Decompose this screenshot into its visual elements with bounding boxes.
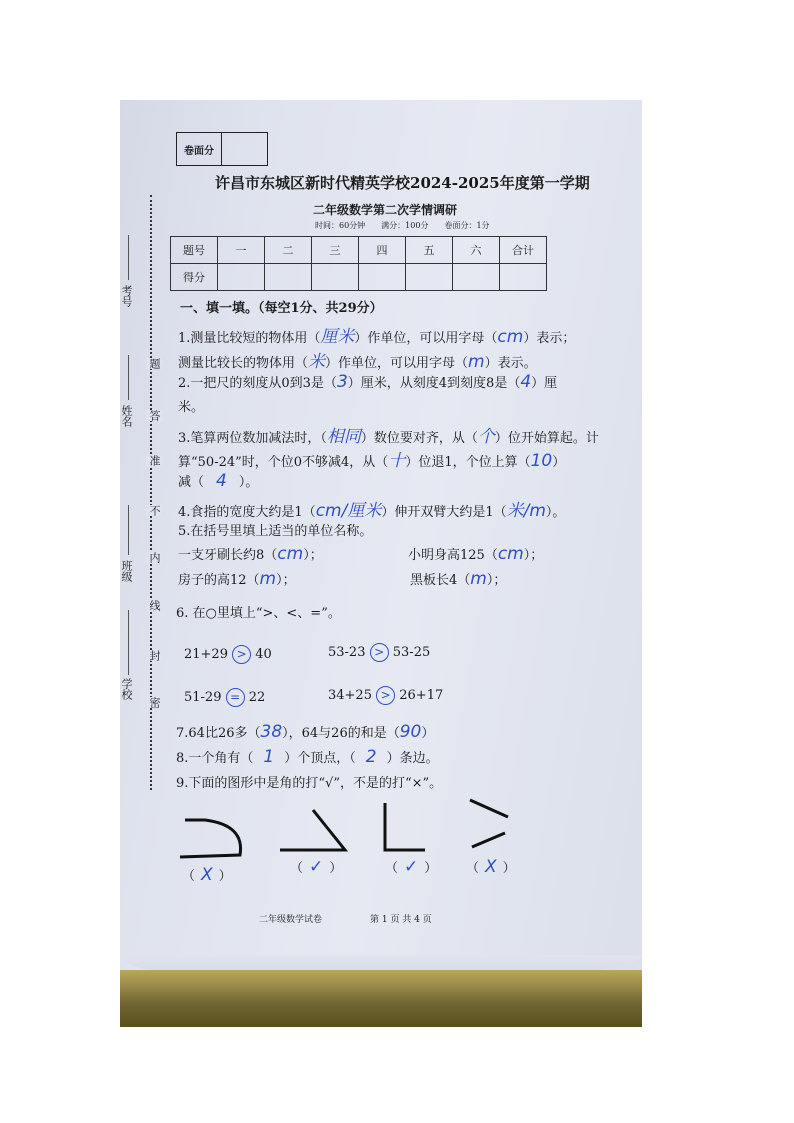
seal-char: 不 [148,505,161,516]
q9-answer: ✓ [404,857,419,877]
q6-left: 53-23 [328,645,366,660]
q7-text-mid: ），64与26的和是（ [282,726,400,741]
q8-answer-2: 2 [365,747,377,767]
q1b-text: 测量比较长的物体用（ [178,356,309,371]
q6-answer: > [376,686,395,705]
q3-answer-2: 个 [477,427,495,447]
seal-char: 内 [148,552,161,563]
q1b-text-end: ）表示。 [484,356,537,371]
q3c-answer: 4 [216,471,227,491]
q6-right: 53-25 [392,645,431,660]
blank-line [128,235,129,280]
q2-text-mid: ）厘米，从刻度4到刻度8是（ [347,376,521,391]
q8 [176,747,439,767]
cell: 一 [218,237,265,264]
cell [406,264,453,291]
q9-answer-box: （ X ） [466,857,516,877]
q9: 9.下面的图形中是角的打“√”，不是的打“×”。 [176,776,443,791]
cell [359,264,406,291]
q5c-answer: m [259,569,277,589]
q9-answer-box: （ X ） [182,865,232,885]
q1b-answer-2: m [468,352,485,372]
q6-item [184,688,265,707]
q2-text: 2.一把尺的刻度从0到3是（ [178,376,337,391]
q5d-text-end: ）； [486,573,507,588]
q2 [178,372,557,392]
q1a-text-mid: ）作单位，可以用字母（ [354,331,498,346]
q3c-text: 减（ [178,475,205,490]
q3b-answer-2: 10 [530,451,553,471]
cell: 题号 [171,237,218,264]
q1a-text: 1.测量比较短的物体用（ [178,331,321,346]
cell [500,264,547,291]
q6-right: 40 [255,647,272,662]
cell: 二 [265,237,312,264]
q3c-text-end: ）。 [238,475,259,490]
q4-text: 4.食指的宽度大约是1（ [178,505,316,520]
q3b-text-end: ） [552,455,566,470]
q5b [408,544,543,564]
q5d-answer: m [470,569,487,589]
paper-score-value [222,133,267,165]
q5c-text-end: ）； [276,573,296,588]
q1a [178,322,575,347]
q5d [410,569,506,589]
q3-text-end: ）位开始算起。计 [494,431,599,446]
q8-text-mid: ）个顶点，（ [284,751,356,766]
paper-score-label: 卷面分 [177,133,222,165]
q5a-text-end: ）； [303,548,323,563]
q3b-answer-1: 十 [388,451,406,471]
exam-title: 二年级数学第二次学情调研 [313,203,458,217]
score-table-score-row [171,264,547,291]
q3c [178,471,258,491]
q3b-text-mid: ）位退1，个位上算（ [405,455,531,470]
q9-answer-box: （ ✓ ） [385,857,438,877]
q3b-text: 算“50-24”时，个位0不够减4，从（ [178,455,389,470]
q7-answer-2: 90 [399,722,422,742]
q6-left: 51-29 [184,690,222,705]
q5c [178,569,296,589]
seal-char: 密 [148,697,161,708]
q8-text: 8.一个角有（ [176,751,254,766]
q3 [178,422,599,447]
q9-answer-box: （ ✓ ） [290,857,343,877]
q5b-answer: cm [497,544,524,564]
q1a-answer-2: cm [497,327,524,347]
cell: 五 [406,237,453,264]
blank-line [128,610,129,675]
q4-answer-1: cm/厘米 [315,501,382,521]
blank-line [128,355,129,400]
blank-line [128,505,129,555]
q6-right: 22 [248,690,266,705]
q6-item [328,686,443,705]
cell: 三 [312,237,359,264]
q6-right: 26+17 [399,688,444,703]
shape-open-lines [470,800,508,847]
footer-page: 第 1 页 共 4 页 [370,915,432,925]
field-banji: 班级 [120,560,133,582]
q5b-text: 小明身高125（ [408,548,498,563]
q6-item [328,643,430,662]
cell [312,264,359,291]
exam-info: 时间：60分钟 满分：100分 卷面分：1分 [315,221,490,230]
q1b [178,347,537,372]
field-kaohao: 考号 [120,285,133,307]
cell [218,264,265,291]
q8-answer-1: 1 [263,747,275,767]
q3-answer-1: 相同 [326,427,361,447]
q6: 6. 在○里填上“>、<、=”。 [176,606,341,621]
q2-line2: 米。 [178,400,205,415]
exam-photo [120,100,642,1027]
q4-text-end: ）。 [545,505,566,520]
cell: 得分 [171,264,218,291]
q1b-text-mid: ）作单位，可以用字母（ [325,356,469,371]
seal-char: 封 [148,650,161,661]
cell [453,264,500,291]
seal-char: 准 [148,455,161,466]
q2-text-end: ）厘 [531,376,558,391]
shape-angle-1 [280,810,345,850]
q5d-text: 黑板长4（ [410,573,471,588]
seal-char: 线 [148,600,161,611]
field-xuexiao: 学校 [120,678,133,700]
q7-answer-1: 38 [260,722,283,742]
q1a-answer-1: 厘米 [320,327,355,347]
school-title: 许昌市东城区新时代精英学校2024-2025年度第一学期 [215,174,590,192]
score-table [170,236,547,291]
section1-title: 一、填一填。（每空1分、共29分） [180,301,383,316]
q5a-text: 一支牙刷长约8（ [178,548,278,563]
cell: 四 [359,237,406,264]
q2-answer-2: 4 [520,372,532,392]
q8-text-end: ）条边。 [386,751,439,766]
seal-char: 答 [148,410,161,421]
q5a-answer: cm [277,544,304,564]
q9-figures [175,795,585,890]
cell: 六 [453,237,500,264]
q6-answer: > [370,643,389,662]
shape-curve [180,820,241,857]
shape-angle-2 [385,803,425,850]
q4 [178,496,565,521]
q3-text-mid: ）数位要对齐，从（ [360,431,478,446]
q1b-answer-1: 米 [308,352,326,372]
score-table-header-row [171,237,547,264]
cell: 合计 [500,237,547,264]
q5a [178,544,323,564]
q3b [178,446,565,471]
q5c-text: 房子的高12（ [178,573,260,588]
q7 [176,722,434,742]
footer-subject: 二年级数学试卷 [259,915,323,925]
q5b-text-end: ）； [523,548,544,563]
q4-answer-2: 米/m [506,501,546,521]
cell [265,264,312,291]
q9-answer: X [485,857,497,877]
q2-answer-1: 3 [336,372,348,392]
q1a-text-end: ）表示； [523,331,576,346]
seal-char: 题 [148,358,161,369]
q6-item [184,645,272,664]
q4-text-mid: ）伸开双臂大约是1（ [381,505,507,520]
q6-left: 34+25 [328,688,372,703]
q3-text: 3.笔算两位数加减法时，（ [178,431,327,446]
paper-score-box [176,132,268,166]
q7-text-end: ） [421,726,435,741]
q9-answer: ✓ [309,857,324,877]
q6-left: 21+29 [184,647,228,662]
desk-surface [120,970,642,1027]
q7-text: 7.64比26多（ [176,726,261,741]
q6-answer: > [232,645,251,664]
field-xingming: 姓名 [120,405,133,427]
q5: 5.在括号里填上适当的单位名称。 [178,524,373,539]
q9-answer: X [201,865,213,885]
q6-answer: = [226,688,245,707]
